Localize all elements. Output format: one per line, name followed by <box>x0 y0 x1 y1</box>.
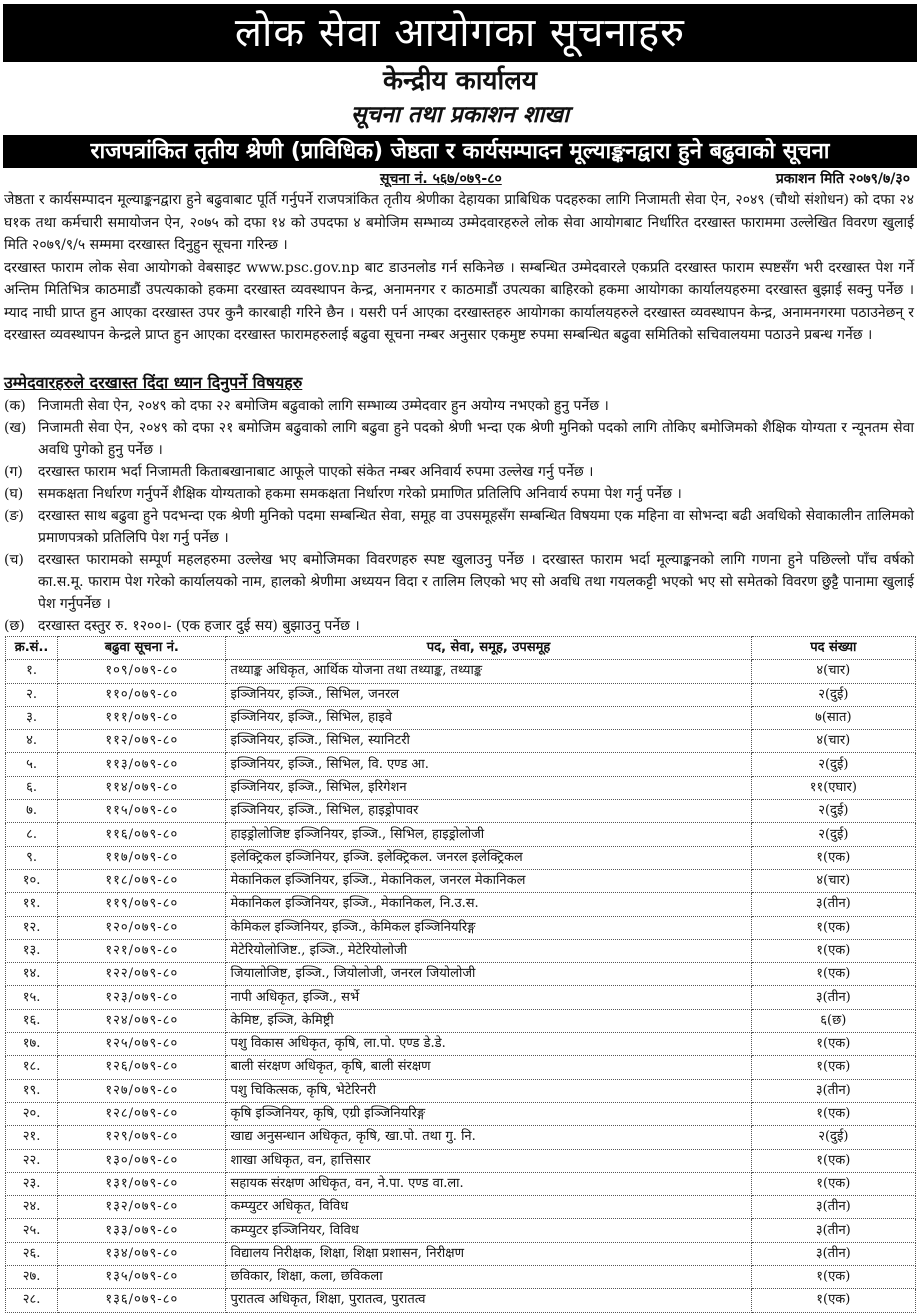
count-cell: ३(तीन) <box>751 893 915 916</box>
table-row <box>6 1009 916 1032</box>
posts-table <box>5 636 916 1313</box>
main-title: लोक सेवा आयोगका सूचनाहरु <box>234 10 686 56</box>
serial-cell: ३. <box>6 706 58 729</box>
notice-number-cell: १२६/०७९-८० <box>58 1056 226 1079</box>
serial-cell: १३. <box>6 939 58 962</box>
table-row <box>6 1196 916 1219</box>
count-cell: ३(तीन) <box>751 986 915 1009</box>
count-cell: ४(चार) <box>751 869 915 892</box>
post-cell: केमिकल इञ्जिनियर, इञ्जि., केमिकल इञ्जिनियरिङ्ग <box>226 916 751 939</box>
table-row <box>6 1079 916 1102</box>
count-cell: २(दुई) <box>751 753 915 776</box>
notice-number-cell: १३०/०७९-८० <box>58 1149 226 1172</box>
table-row <box>6 1289 916 1312</box>
serial-cell: ११. <box>6 893 58 916</box>
main-title-band <box>3 4 917 62</box>
count-cell: ३(तीन) <box>751 1079 915 1102</box>
notice-number-cell: १२०/०७९-८० <box>58 916 226 939</box>
post-cell: मेकानिकल इञ्जिनियर, इञ्जि., मेकानिकल, जनरल मेकानिकल <box>226 869 751 892</box>
post-cell: पशु विकास अधिकृत, कृषि, ला.पो. एण्ड डे.डे. <box>226 1033 751 1056</box>
notice-number-cell: १३४/०७९-८० <box>58 1242 226 1265</box>
serial-cell: १. <box>6 660 58 683</box>
instruction-item <box>4 505 914 549</box>
post-cell: मेटेरियोलोजिष्ट., इञ्जि., मेटेरियोलोजी <box>226 939 751 962</box>
notice-number-cell: १२३/०७९-८० <box>58 986 226 1009</box>
post-cell: सहायक संरक्षण अधिकृत, वन, ने.पा. एण्ड वा.ला. <box>226 1172 751 1195</box>
post-cell: इञ्जिनियर, इञ्जि., सिभिल, इरिगेशन <box>226 776 751 799</box>
post-cell: विद्यालय निरीक्षक, शिक्षा, शिक्षा प्रशासन, निरीक्षण <box>226 1242 751 1265</box>
notice-number-cell: १३२/०७९-८० <box>58 1196 226 1219</box>
instruction-text: दरखास्त साथ बढुवा हुने पदभन्दा एक श्रेणी मुनिको पदमा सम्बन्धित सेवा, समूह वा उपसमूहसँग सम्बन्धित विषयमा एक महिना वा सोभन्दा बढी अवधिको सेवाकालीन तालिमको प्रमाणपत्रको प्रतिलिपि पेश गर्नु पर्नेछ । <box>38 508 914 546</box>
table-row <box>6 963 916 986</box>
notice-number-cell: ११५/०७९-८० <box>58 800 226 823</box>
serial-cell: ४. <box>6 730 58 753</box>
notice-number-cell: ११२/०७९-८० <box>58 730 226 753</box>
count-cell: ४(चार) <box>751 730 915 753</box>
count-cell: ४(चार) <box>751 660 915 683</box>
instruction-item <box>4 549 914 615</box>
post-cell: इञ्जिनियर, इञ्जि., सिभिल, हाइड्रोपावर <box>226 800 751 823</box>
notice-number-cell: १२५/०७९-८० <box>58 1033 226 1056</box>
serial-cell: ७. <box>6 800 58 823</box>
notice-title-band <box>3 135 917 168</box>
notice-number-cell: ११६/०७९-८० <box>58 823 226 846</box>
count-cell: १(एक) <box>751 1056 915 1079</box>
table-row <box>6 1219 916 1242</box>
serial-cell: २. <box>6 683 58 706</box>
count-cell: ६(छ) <box>751 1009 915 1032</box>
serial-cell: १७. <box>6 1033 58 1056</box>
post-cell: मेकानिकल इञ्जिनियर, इञ्जि., मेकानिकल, नि.उ.स. <box>226 893 751 916</box>
count-cell: २(दुई) <box>751 1126 915 1149</box>
notice-number-cell: १२२/०७९-८० <box>58 963 226 986</box>
instruction-marker: (च) <box>4 552 24 568</box>
table-row <box>6 730 916 753</box>
post-cell: खाद्य अनुसन्धान अधिकृत, कृषि, खा.पो. तथा गु. नि. <box>226 1126 751 1149</box>
post-cell: पुरातत्व अधिकृत, शिक्षा, पुरातत्व, पुरातत्व <box>226 1289 751 1312</box>
instruction-text: दरखास्त दस्तुर रु. १२००।- (एक हजार दुई सय) बुझाउनु पर्नेछ । <box>38 618 360 634</box>
count-cell: २(दुई) <box>751 823 915 846</box>
instructions-list <box>4 395 914 637</box>
notice-title: राजपत्रांकित तृतीय श्रेणी (प्राविधिक) जेष्ठता र कार्यसम्पादन मूल्याङ्कनद्वारा हुने बढुवाको सूचना <box>90 139 830 164</box>
serial-cell: २०. <box>6 1102 58 1125</box>
post-cell: कम्प्युटर अधिकृत, विविध <box>226 1196 751 1219</box>
post-cell: बाली संरक्षण अधिकृत, कृषि, बाली संरक्षण <box>226 1056 751 1079</box>
table-row <box>6 1149 916 1172</box>
count-cell: १(एक) <box>751 963 915 986</box>
count-cell: ३(तीन) <box>751 1219 915 1242</box>
instruction-text: दरखास्त फारामको सम्पूर्ण महलहरुमा उल्लेख भए बमोजिमका विवरणहरु स्पष्ट खुलाउनु पर्नेछ । दरखास्त फाराम भर्दा मूल्याङ्कनको लागि गणना हुने पछिल्लो पाँच वर्षको का.स.मू. फाराम पेश गरेको कार्यालयको नाम, हालको श्रेणीमा अध्ययन विदा र तालिम लिएको भए सो अवधि तथा गयलकट्टी भएको भए सो समेतको विवरण छुट्टै पानामा खुलाई पेश गर्नुपर्नेछ । <box>38 552 914 612</box>
count-cell: १(एक) <box>751 846 915 869</box>
serial-cell: ८. <box>6 823 58 846</box>
count-cell: ७(सात) <box>751 706 915 729</box>
notice-number-cell: १२९/०७९-८० <box>58 1126 226 1149</box>
post-cell: जियालोजिष्ट, इञ्जि., जियोलोजी, जनरल जियोलोजी <box>226 963 751 986</box>
table-row <box>6 1033 916 1056</box>
instruction-text: निजामती सेवा ऐन, २०४९ को दफा २१ बमोजिम बढुवाको लागि बढुवा हुने पदको श्रेणी भन्दा एक श्रेणी मुनिको पदको लागि तोकिए बमोजिमको शैक्षिक योग्यता र न्यूनतम सेवा अवधि पुगेको हुनु पर्नेछ । <box>38 420 914 458</box>
notice-number-cell: ११८/०७९-८० <box>58 869 226 892</box>
office-name: केन्द्रीय कार्यालय <box>383 66 537 96</box>
count-cell: १(एक) <box>751 1266 915 1289</box>
table-row <box>6 823 916 846</box>
post-cell: इञ्जिनियर, इञ्जि., सिभिल, हाइवे <box>226 706 751 729</box>
notice-number-cell: १३५/०७९-८० <box>58 1266 226 1289</box>
serial-cell: २८. <box>6 1289 58 1312</box>
col-notice-number: बढुवा सूचना नं. <box>58 637 226 660</box>
table-row <box>6 706 916 729</box>
table-row <box>6 893 916 916</box>
post-cell: नापी अधिकृत, इञ्जि., सर्भे <box>226 986 751 1009</box>
section-name: सूचना तथा प्रकाशन शाखा <box>350 102 570 128</box>
notice-number-cell: १०९/०७९-८० <box>58 660 226 683</box>
publish-date: प्रकाशन मिति २०७९/७/३० <box>775 171 910 187</box>
table-row <box>6 1126 916 1149</box>
notice-number: सूचना नं. ५६७/०७९-८० <box>380 171 502 187</box>
paragraph-intro: जेष्ठता र कार्यसम्पादन मूल्याङ्कनद्वारा हुने बढुवाबाट पूर्ति गर्नुपर्ने राजपत्रांकित तृतीय श्रेणीका देहायका प्राबिधिक पदहरुका लागि निजामती सेवा ऐन, २०४९ (चौथो संशोधन) को दफा २४ घ१क तथा कर्मचारी समायोजन ऐन, २०७५ को दफा १४ को उपदफा ४ बमोजिम सम्भाव्य उम्मेदवारहरुले लोक सेवा आयोगबाट निर्धारित दरखास्त फाराममा उल्लेखित विवरण खुलाई मिति २०७९/९/५ सम्ममा दरखास्त दिनुहुन सूचना गरिन्छ । <box>4 192 914 253</box>
post-cell: पशु चिकित्सक, कृषि, भेटेरिनरी <box>226 1079 751 1102</box>
post-cell: केमिष्ट, इञ्जि, केमिष्ट्री <box>226 1009 751 1032</box>
instruction-text: समकक्षता निर्धारण गर्नुपर्ने शैक्षिक योग्यताको हकमा समकक्षता निर्धारण गरेको प्रमाणित प्रतिलिपि अनिवार्य रुपमा पेश गर्नु पर्नेछ । <box>38 486 682 502</box>
post-cell: इञ्जिनियर, इञ्जि., सिभिल, जनरल <box>226 683 751 706</box>
serial-cell: ९. <box>6 846 58 869</box>
count-cell: २(दुई) <box>751 683 915 706</box>
post-cell: हाइड्रोलोजिष्ट इञ्जिनियर, इञ्जि., सिभिल, हाइड्रोलोजी <box>226 823 751 846</box>
table-row <box>6 1056 916 1079</box>
post-cell: इलेक्ट्रिकल इञ्जिनियर, इञ्जि. इलेक्ट्रिकल. जनरल इलेक्ट्रिकल <box>226 846 751 869</box>
post-cell: कम्प्युटर इञ्जिनियर, विविध <box>226 1219 751 1242</box>
serial-cell: ५. <box>6 753 58 776</box>
count-cell: १(एक) <box>751 1172 915 1195</box>
table-row <box>6 1172 916 1195</box>
post-cell: इञ्जिनियर, इञ्जि., सिभिल, वि. एण्ड आ. <box>226 753 751 776</box>
col-serial: क्र.सं.. <box>6 637 58 660</box>
post-cell: छविकार, शिक्षा, कला, छविकला <box>226 1266 751 1289</box>
notice-number-cell: १३६/०७९-८० <box>58 1289 226 1312</box>
serial-cell: १२. <box>6 916 58 939</box>
notice-body <box>4 189 914 347</box>
notice-number-cell: १११/०७९-८० <box>58 706 226 729</box>
notice-number-cell: १२८/०७९-८० <box>58 1102 226 1125</box>
instructions-heading: उम्मेदवारहरुले दरखास्त दिंदा ध्यान दिनुपर्ने विषयहरु <box>4 373 303 392</box>
notice-number-cell: १३१/०७९-८० <box>58 1172 226 1195</box>
notice-number-cell: ११७/०७९-८० <box>58 846 226 869</box>
instruction-marker: (घ) <box>4 486 24 502</box>
serial-cell: २१. <box>6 1126 58 1149</box>
instruction-marker: (ख) <box>4 420 27 436</box>
count-cell: ३(तीन) <box>751 1242 915 1265</box>
notice-number-cell: १२१/०७९-८० <box>58 939 226 962</box>
serial-cell: १४. <box>6 963 58 986</box>
serial-cell: ६. <box>6 776 58 799</box>
serial-cell: २२. <box>6 1149 58 1172</box>
instruction-item <box>4 461 914 483</box>
serial-cell: १५. <box>6 986 58 1009</box>
instruction-marker: (छ) <box>4 618 25 634</box>
table-row <box>6 1102 916 1125</box>
table-row <box>6 800 916 823</box>
instruction-text: दरखास्त फाराम भर्दा निजामती किताबखानाबाट आफूले पाएको संकेत नम्बर अनिवार्य रुपमा उल्लेख गर्नु पर्नेछ । <box>38 464 594 480</box>
paragraph-application: दरखास्त फाराम लोक सेवा आयोगको वेबसाइट www.psc.gov.np बाट डाउनलोड गर्न सकिनेछ । सम्बन्धित उम्मेदवारले एकप्रति दरखास्त फाराम स्पष्टसँग भरी दरखास्त पेश गर्ने अन्तिम मितिभित्र काठमाडौं उपत्यकाको हकमा दरखास्त व्यवस्थापन केन्द्र, अनामनगर र काठमाडौं उपत्यका बाहिरको हकमा आयोगका कार्यालयहरुमा दरखास्त बुझाई सक्नु पर्नेछ । म्याद नाघी प्राप्त हुन आएका दरखास्त उपर कुनै कारबाही गरिने छैन । यसरी पर्न आएका दरखास्तहरु आयोगका कार्यालयहरुले दरखास्त व्यवस्थापन केन्द्र, अनामनगरमा पठाउनेछन् र दरखास्त व्यवस्थापन केन्द्रले प्राप्त हुन आएका दरखास्त फारामहरुलाई बढुवा सूचना नम्बर अनुसार एकमुष्ट रुपमा सम्बन्धित बढुवा समितिको सचिवालयमा पठाउने प्रबन्ध गर्नेछ । <box>4 259 914 343</box>
count-cell: १(एक) <box>751 1102 915 1125</box>
notice-number-cell: ११३/०७९-८० <box>58 753 226 776</box>
count-cell: १(एक) <box>751 939 915 962</box>
instruction-item <box>4 615 914 637</box>
table-row <box>6 753 916 776</box>
post-cell: तथ्याङ्क अधिकृत, आर्थिक योजना तथा तथ्याङ्क, तथ्याङ्क <box>226 660 751 683</box>
instruction-item <box>4 417 914 461</box>
col-post: पद, सेवा, समूह, उपसमूह <box>226 637 751 660</box>
col-count: पद संख्या <box>751 637 915 660</box>
table-row <box>6 986 916 1009</box>
notice-number-cell: ११४/०७९-८० <box>58 776 226 799</box>
notice-number-cell: १३३/०७९-८० <box>58 1219 226 1242</box>
count-cell: ११(एघार) <box>751 776 915 799</box>
serial-cell: २६. <box>6 1242 58 1265</box>
table-row <box>6 776 916 799</box>
instruction-marker: (ग) <box>4 464 23 480</box>
table-header-row <box>6 637 916 660</box>
count-cell: १(एक) <box>751 1149 915 1172</box>
serial-cell: १०. <box>6 869 58 892</box>
table-row <box>6 1266 916 1289</box>
post-cell: शाखा अधिकृत, वन, हात्तिसार <box>226 1149 751 1172</box>
post-cell: कृषि इञ्जिनियर, कृषि, एग्री इञ्जिनियरिङ्ग <box>226 1102 751 1125</box>
table-row <box>6 683 916 706</box>
count-cell: १(एक) <box>751 916 915 939</box>
instruction-item <box>4 483 914 505</box>
count-cell: १(एक) <box>751 1033 915 1056</box>
table-row <box>6 869 916 892</box>
count-cell: ३(तीन) <box>751 1196 915 1219</box>
serial-cell: २३. <box>6 1172 58 1195</box>
serial-cell: १९. <box>6 1079 58 1102</box>
serial-cell: २५. <box>6 1219 58 1242</box>
notice-number-cell: १२७/०७९-८० <box>58 1079 226 1102</box>
serial-cell: १६. <box>6 1009 58 1032</box>
serial-cell: १८. <box>6 1056 58 1079</box>
notice-number-cell: ११०/०७९-८० <box>58 683 226 706</box>
notice-number-cell: १२४/०७९-८० <box>58 1009 226 1032</box>
instruction-item <box>4 395 914 417</box>
count-cell: १(एक) <box>751 1289 915 1312</box>
instruction-marker: (ङ) <box>4 508 24 524</box>
instruction-text: निजामती सेवा ऐन, २०४९ को दफा २२ बमोजिम बढुवाको लागि सम्भाव्य उम्मेदवार हुन अयोग्य नभएको हुनु पर्नेछ । <box>38 398 609 414</box>
table-row <box>6 660 916 683</box>
count-cell: २(दुई) <box>751 800 915 823</box>
table-row <box>6 916 916 939</box>
table-row <box>6 846 916 869</box>
serial-cell: २७. <box>6 1266 58 1289</box>
notice-number-cell: ११९/०७९-८० <box>58 893 226 916</box>
serial-cell: २४. <box>6 1196 58 1219</box>
post-cell: इञ्जिनियर, इञ्जि., सिभिल, स्यानिटरी <box>226 730 751 753</box>
table-row <box>6 939 916 962</box>
instruction-marker: (क) <box>4 398 26 414</box>
table-row <box>6 1242 916 1265</box>
